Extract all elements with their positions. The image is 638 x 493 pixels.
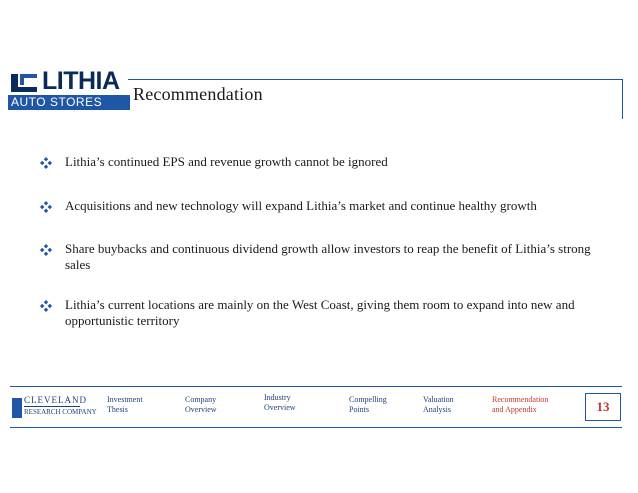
logo-subtitle: AUTO STORES bbox=[8, 95, 130, 110]
bullet-text: Lithia’s continued EPS and revenue growth cannot be ignored bbox=[65, 154, 388, 169]
bullet-text: Lithia’s current locations are mainly on the West Coast, giving them room to expand into new and opportunistic territory bbox=[65, 297, 575, 328]
nav-industry-overview[interactable]: Industry Overview bbox=[264, 393, 296, 412]
title-rule-vertical bbox=[622, 79, 623, 119]
footer-logo-bottom: RESEARCH COMPANY bbox=[24, 408, 97, 416]
logo-top bbox=[8, 69, 128, 95]
nav-company-overview[interactable]: Company Overview bbox=[185, 395, 217, 414]
logo-wordmark: LITHIA bbox=[42, 67, 120, 95]
lithia-mark-icon bbox=[9, 72, 39, 94]
nav-valuation-analysis[interactable]: Valuation Analysis bbox=[423, 395, 454, 414]
nav-compelling-points[interactable]: Compelling Points bbox=[349, 395, 387, 414]
title-rule bbox=[128, 79, 623, 80]
bullet-text: Acquisitions and new technology will expand Lithia’s market and continue healthy growth bbox=[65, 198, 537, 213]
diamond-cluster-icon bbox=[40, 157, 52, 169]
diamond-cluster-icon bbox=[40, 201, 52, 213]
nav-investment-thesis[interactable]: Investment Thesis bbox=[107, 395, 143, 414]
footer-logo-top: CLEVELAND bbox=[24, 395, 87, 405]
diamond-cluster-icon bbox=[40, 244, 52, 256]
cleveland-mark-icon bbox=[12, 398, 22, 418]
bullet-text: Share buybacks and continuous dividend growth allow investors to reap the benefit of Lithia’s strong sales bbox=[65, 241, 591, 272]
cleveland-research-logo bbox=[12, 395, 97, 421]
page-title: Recommendation bbox=[133, 84, 263, 104]
nav-recommendation-appendix[interactable]: Recommendation and Appendix bbox=[492, 395, 549, 414]
page-number: 13 bbox=[585, 393, 621, 421]
lithia-logo bbox=[8, 69, 128, 109]
diamond-cluster-icon bbox=[40, 300, 52, 312]
